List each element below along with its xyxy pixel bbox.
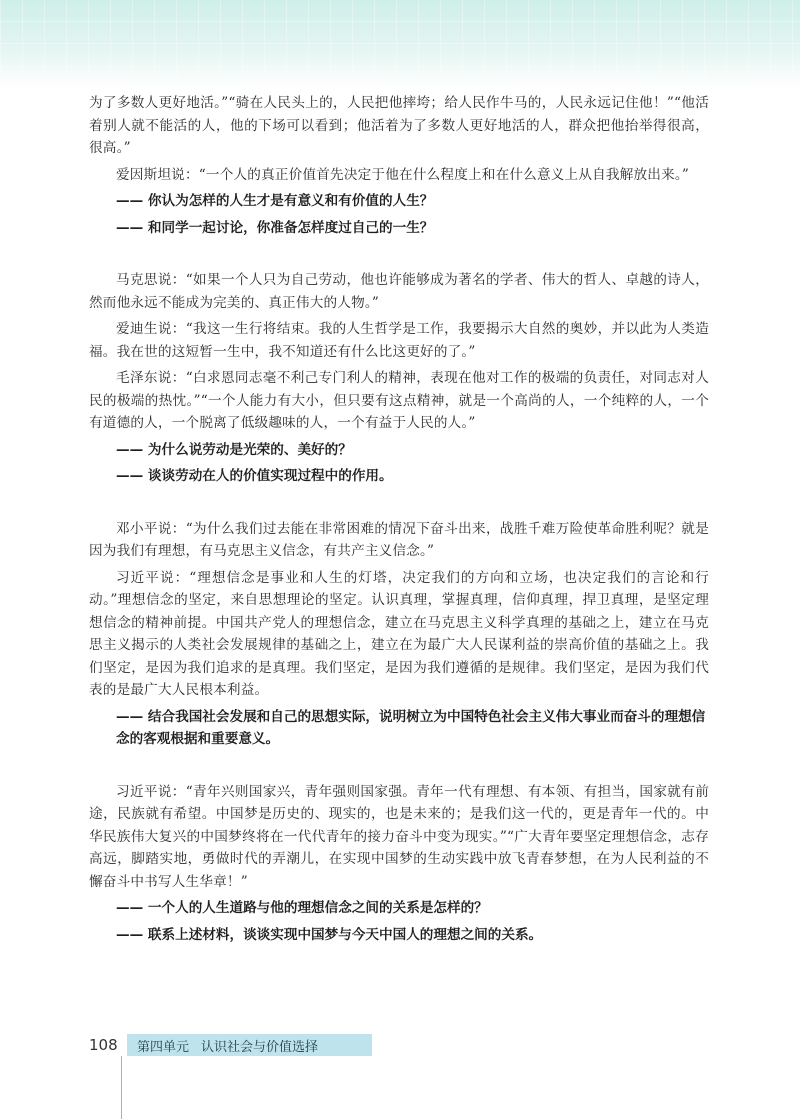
- discussion-question: —— 谈谈劳动在人的价值实现过程中的作用。: [116, 468, 393, 484]
- paragraph: 习近平说：“理想信念是事业和人生的灯塔，决定我们的方向和立场，也决定我们的言论和行动。”理想信念的坚定，来自思想理论的坚定。认识真理，掌握真理，信仰真理，捍卫真理，是坚定理想信念的精神前提。中国共产党人的理想信念，建立在马克思主义科学真理的基础之上，建立在马克思主义揭示的人类社会发展规律的基础之上，建立在为最广大人民谋利益的崇高价值的基础之上。我们坚定，是因为我们追求的是真理。我们坚定，是因为我们遵循的是规律。我们坚定，是因为我们代表的是最广大人民根本利益。: [89, 569, 709, 698]
- section-4: [89, 781, 709, 947]
- discussion-question: —— 联系上述材料，谈谈实现中国梦与今天中国人的理想之间的关系。: [116, 926, 543, 943]
- page-footer: [89, 1034, 372, 1056]
- unit-label-bar: [127, 1034, 372, 1056]
- header-grid-pattern: [0, 0, 800, 88]
- paragraph: 为了多数人更好地活。”“骑在人民头上的，人民把他摔垮；给人民作牛马的，人民永远记住他！”“他活着别人就不能活的人，他的下场可以看到；他活着为了多数人更好地活的人，群众把他抬举得很高，很高。”: [89, 95, 709, 156]
- paragraph: 爱因斯坦说：“一个人的真正价值首先决定于他在什么程度上和在什么意义上从自我解放出来。”: [116, 166, 690, 183]
- page-content: [89, 92, 709, 946]
- paragraph: 习近平说：“青年兴则国家兴，青年强则国家强。青年一代有理想、有本领、有担当，国家就有前途，民族就有希望。中国梦是历史的、现实的，也是未来的；是我们这一代的，更是青年一代的。中华民族伟大复兴的中国梦终将在一代代青年的接力奋斗中变为现实。”“广大青年要坚定理想信念，志存高远，脚踏实地，勇做时代的弄潮儿，在实现中国梦的生动实践中放飞青春梦想，在为人民利益的不懈奋斗中书写人生华章！”: [89, 783, 709, 890]
- paragraph: 马克思说：“如果一个人只为自己劳动，他也许能够成为著名的学者、伟大的哲人、卓越的诗人，然而他永远不能成为完美的、真正伟大的人物。”: [89, 272, 709, 311]
- paragraph: 毛泽东说：“白求恩同志毫不利己专门利人的精神，表现在他对工作的极端的负责任，对同志对人民的极端的热忱。”“一个人能力有大小，但只要有这点精神，就是一个高尚的人，一个纯粹的人，一个有道德的人，一个脱离了低级趣味的人，一个有益于人民的人。”: [89, 370, 709, 431]
- section-3: [89, 518, 709, 751]
- paragraph: 邓小平说：“为什么我们过去能在非常困难的情况下奋斗出来，战胜千难万险使革命胜利呢？就是因为我们有理想，有马克思主义信念，有共产主义信念。”: [89, 520, 709, 559]
- margin-rule: [121, 1056, 122, 1119]
- discussion-question: —— 和同学一起讨论，你准备怎样度过自己的一生？: [116, 219, 434, 236]
- discussion-question: —— 为什么说劳动是光荣的、美好的？: [116, 441, 352, 458]
- section-1: [89, 92, 709, 239]
- discussion-question: —— 一个人的人生道路与他的理想信念之间的关系是怎样的？: [116, 900, 488, 916]
- page-number: 108: [89, 1036, 118, 1054]
- discussion-question: —— 你认为怎样的人生才是有意义和有价值的人生？: [116, 193, 434, 209]
- unit-title: 认识社会与价值选择: [201, 1039, 319, 1055]
- header-band: [0, 0, 800, 88]
- section-2: [89, 269, 709, 488]
- discussion-question: —— 结合我国社会发展和自己的思想实际，说明树立为中国特色社会主义伟大事业而奋斗的理想信念的客观根据和重要意义。: [116, 708, 706, 747]
- paragraph: 爱迪生说：“我这一生行将结束。我的人生哲学是工作，我要揭示大自然的奥妙，并以此为人类造福。我在世的这短暂一生中，我不知道还有什么比这更好的了。”: [89, 321, 709, 360]
- unit-number: 第四单元: [137, 1039, 190, 1055]
